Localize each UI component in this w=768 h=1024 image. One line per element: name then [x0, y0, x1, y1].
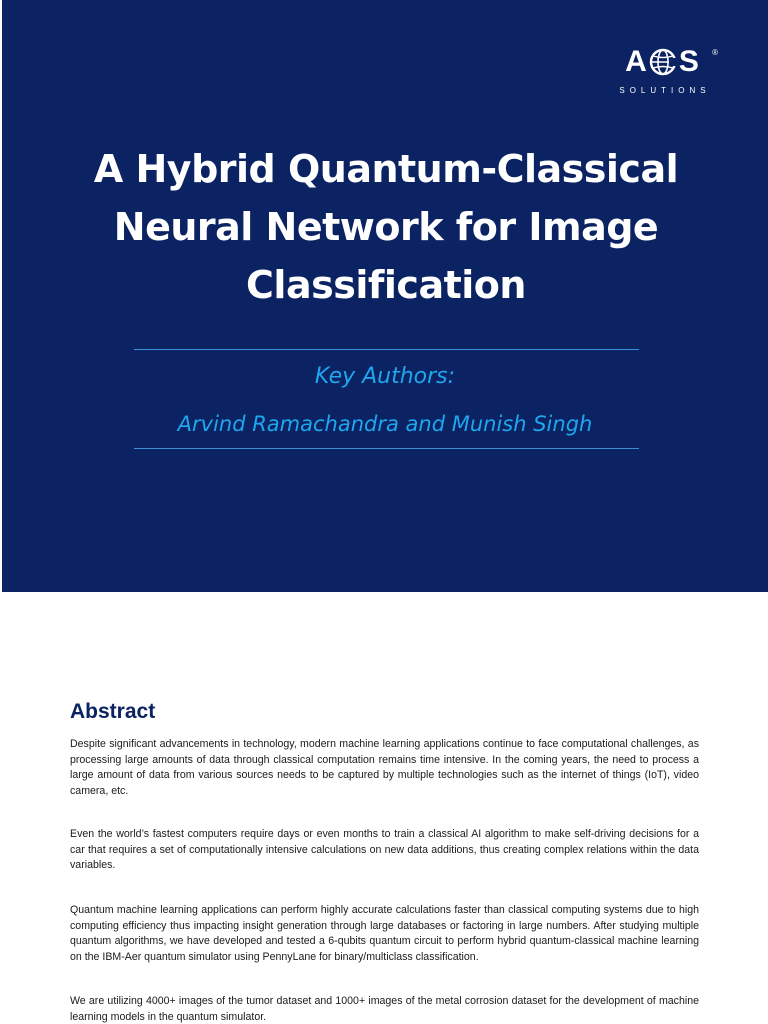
abstract-paragraph-2: Even the world’s fastest computers require days or even months to train a classical AI algorithm to make self-driving decisions for a car that requires a set of computationally intensive calculations on new data additions, thus creating complex relations within the data variables. — [70, 828, 699, 871]
globe-icon — [648, 47, 678, 77]
logo-letter-a: A — [625, 45, 647, 78]
authors-heading: Key Authors: — [314, 364, 456, 389]
abstract-heading: Abstract — [70, 700, 156, 723]
registered-mark: ® — [712, 48, 718, 57]
company-logo — [610, 42, 718, 98]
logo-letter-s: S — [678, 45, 699, 78]
abstract-paragraph-4: We are utilizing 4000+ images of the tumor dataset and 1000+ images of the metal corrosion dataset for the development of machine learning models in the quantum simulator. — [70, 995, 699, 1023]
abstract-paragraph-3: Quantum machine learning applications can perform highly accurate calculations faster than classical computing systems due to high computing efficiency thus impacting insight generation through large databases or factoring in large numbers. After studying multiple quantum algorithms, we have developed and tested a 6-qubits quantum circuit to perform hybrid quantum-classical machine learning on the IBM-Aer quantum simulator using PennyLane for binary/multiclass classification. — [70, 904, 699, 963]
logo-wordmark — [610, 42, 714, 82]
cover-banner — [2, 0, 768, 592]
divider-bottom — [134, 448, 639, 449]
document-title: A Hybrid Quantum-Classical Neural Network for Image Classification — [93, 147, 679, 307]
authors-names: Arvind Ramachandra and Munish Singh — [177, 412, 593, 436]
abstract-paragraph-1: Despite significant advancements in technology, modern machine learning applications continue to face computational challenges, as processing large amounts of data through classical computation remains time intensive. In the coming years, the need to process a large amount of data from various sources needs to be captured by multiple technologies such as the internet of things (IoT), video camera, etc. — [70, 738, 699, 797]
logo-subtitle: SOLUTIONS — [619, 86, 711, 95]
divider-top — [134, 349, 639, 350]
